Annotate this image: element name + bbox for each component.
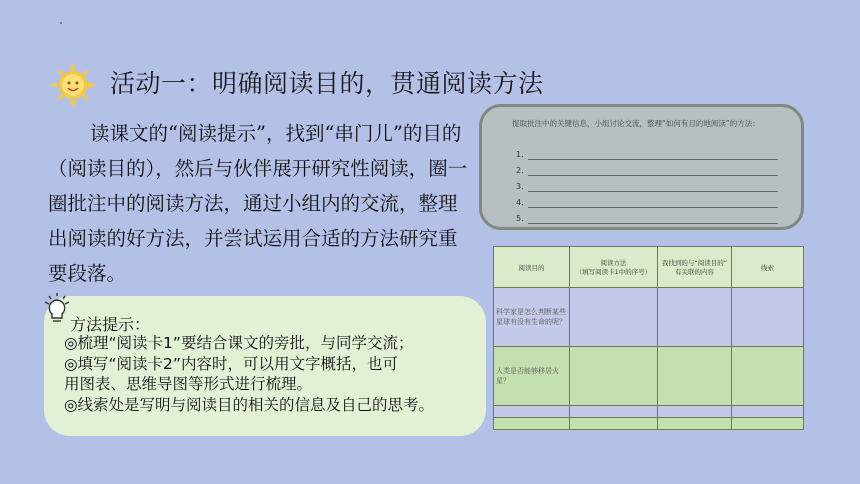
card1-header: 提取批注中的关键信息，小组讨论交流，整理“如何有目的地阅读”的方法：	[512, 119, 760, 128]
activity-title: 活动一：明确阅读目的，贯通阅读方法	[110, 69, 544, 98]
tips-lines	[64, 333, 484, 415]
instruction-paragraph	[48, 116, 468, 291]
reading-card-2-table	[493, 246, 804, 430]
table-row	[494, 347, 804, 406]
table-row	[494, 418, 804, 430]
table-row	[494, 288, 804, 347]
table-cell[interactable]	[570, 418, 658, 430]
table-cell[interactable]	[494, 418, 570, 430]
header-reading-method: 阅读方法 （填写阅读卡1中的序号）	[570, 247, 658, 288]
card1-answer-line[interactable]	[528, 159, 778, 160]
reading-card-1	[479, 104, 804, 230]
header-related-content: 我找到的与“阅读目的” 有关联的内容	[658, 247, 732, 288]
goal-cell: 人类是否能够移居火星？	[494, 347, 570, 406]
sun-icon	[50, 62, 96, 108]
card1-item: 1.	[516, 150, 524, 159]
card1-item: 3.	[516, 182, 524, 191]
goal-cell: 科学家是怎么判断某些星球有没有生命的呢？	[494, 288, 570, 347]
table-cell[interactable]	[570, 406, 658, 418]
card1-answer-line[interactable]	[528, 207, 778, 208]
instruction-text: 读课文的“阅读提示”，找到“串门儿”的目的（阅读目的），然后与伙伴展开研究性阅读，圈一圈批注中的阅读方法，通过小组内的交流，整理出阅读的好方法，并尝试运用合适的方法研究重要段落。	[48, 122, 468, 285]
table-cell[interactable]	[658, 288, 732, 347]
card1-item: 4.	[516, 198, 524, 207]
header-reading-goal: 阅读目的	[494, 247, 570, 288]
card1-answer-line[interactable]	[528, 223, 778, 224]
tip-line: ◎梳理“阅读卡1”要结合课文的旁批，与同学交流；	[64, 334, 414, 352]
table-cell[interactable]	[570, 288, 658, 347]
table-cell[interactable]	[570, 347, 658, 406]
table-cell[interactable]	[732, 288, 804, 347]
card1-answer-line[interactable]	[528, 175, 778, 176]
table-row	[494, 406, 804, 418]
table-cell[interactable]	[658, 347, 732, 406]
card1-answer-line[interactable]	[528, 191, 778, 192]
card1-item: 2.	[516, 166, 524, 175]
card1-item: 5.	[516, 214, 524, 223]
table-cell[interactable]	[658, 418, 732, 430]
table-cell[interactable]	[732, 406, 804, 418]
lightbulb-icon	[42, 292, 72, 326]
tip-line: ◎填写“阅读卡2”内容时，可以用文字概括，也可	[64, 354, 398, 373]
table-cell[interactable]	[732, 347, 804, 406]
header-clues: 线索	[732, 247, 804, 288]
tip-line: ◎线索处是写明与阅读目的相关的信息及自己的思考。	[64, 395, 435, 414]
table-cell[interactable]	[494, 406, 570, 418]
tip-line: 用图表、思维导图等形式进行梳理。	[64, 375, 313, 393]
tips-title: 方法提示：	[70, 315, 151, 334]
table-cell[interactable]	[658, 406, 732, 418]
table-cell[interactable]	[732, 418, 804, 430]
decor-dot	[60, 22, 62, 24]
